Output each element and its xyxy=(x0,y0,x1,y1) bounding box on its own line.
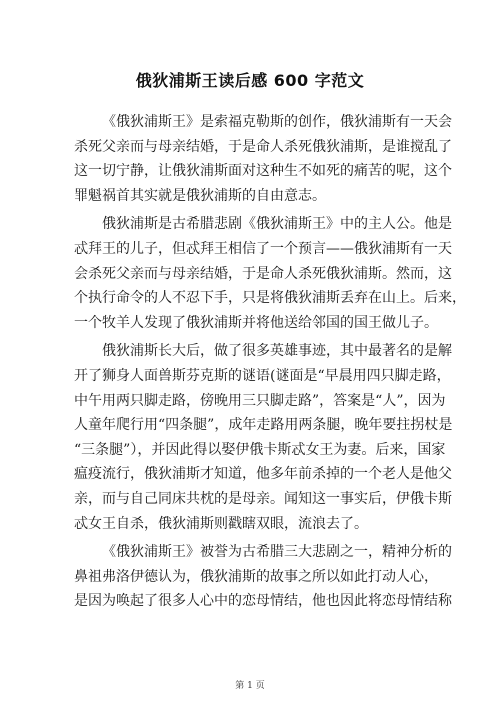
paragraph-line: 一个牧羊人发现了俄狄浦斯并将他送给邻国的国王做儿子。 xyxy=(74,314,438,331)
paragraph-line: 罪魁祸首其实就是俄狄浦斯的自由意志。 xyxy=(74,187,326,204)
paragraph-line: 会杀死父亲而与母亲结婚，于是命人杀死俄狄浦斯。然而，这 xyxy=(74,265,452,282)
page-number: 第 1 页 xyxy=(235,681,265,691)
paragraph-line: 是因为唤起了很多人心中的恋母情结，他也因此将恋母情结称 xyxy=(74,593,452,610)
paragraph xyxy=(74,540,452,614)
paragraph-line: 俄狄浦斯长大后，做了很多英雄事迹，其中最著名的是解 xyxy=(102,343,452,360)
paragraph-line: 忒女王自杀，俄狄浦斯则戳瞎双眼，流浪去了。 xyxy=(74,515,368,532)
paragraph-line: 忒拜王的儿子，但忒拜王相信了一个预言——俄狄浦斯有一天 xyxy=(74,240,452,257)
paragraph xyxy=(74,339,453,536)
paragraph-line: 亲，而与自己同床共枕的是母亲。闻知这一事实后，伊俄卡斯 xyxy=(74,490,452,507)
paragraph-line: 杀死父亲而与母亲结婚，于是命人杀死俄狄浦斯，是谁搅乱了 xyxy=(74,138,452,155)
paragraph-line: 瘟疫流行，俄狄浦斯才知道，他多年前杀掉的一个老人是他父 xyxy=(74,466,452,483)
paragraph-line: 人童年爬行用“四条腿”，成年走路用两条腿，晚年要拄拐杖是 xyxy=(74,417,453,434)
paragraph-line: 这一切宁静，让俄狄浦斯面对这种生不如死的痛苦的呢，这个 xyxy=(74,163,452,180)
paragraph-line: 《俄狄浦斯王》被誉为古希腊三大悲剧之一，精神分析的 xyxy=(102,544,452,561)
paragraph-line: 中午用两只脚走路，傍晚用三只脚走路”，答案是“人”，因为 xyxy=(74,392,446,409)
document-title: 俄狄浦斯王读后感 600 字范文 xyxy=(135,71,365,90)
paragraph-line: 开了狮身人面兽斯芬克斯的谜语(谜面是“早晨用四只脚走路， xyxy=(74,367,451,384)
paragraph-line: 个执行命令的人不忍下手，只是将俄狄浦斯丢弃在山上。后来， xyxy=(74,290,466,307)
paragraph-line: 鼻祖弗洛伊德认为，俄狄浦斯的故事之所以如此打动人心， xyxy=(74,568,438,585)
document-body xyxy=(74,110,466,614)
paragraph xyxy=(74,212,466,335)
paragraph xyxy=(74,110,452,208)
paragraph-line: “三条腿”），并因此得以娶伊俄卡斯忒女王为妻。后来，国家 xyxy=(74,441,446,458)
paragraph-line: 《俄狄浦斯王》是索福克勒斯的创作，俄狄浦斯有一天会 xyxy=(102,114,452,130)
paragraph-line: 俄狄浦斯是古希腊悲剧《俄狄浦斯王》中的主人公。他是 xyxy=(102,216,452,233)
